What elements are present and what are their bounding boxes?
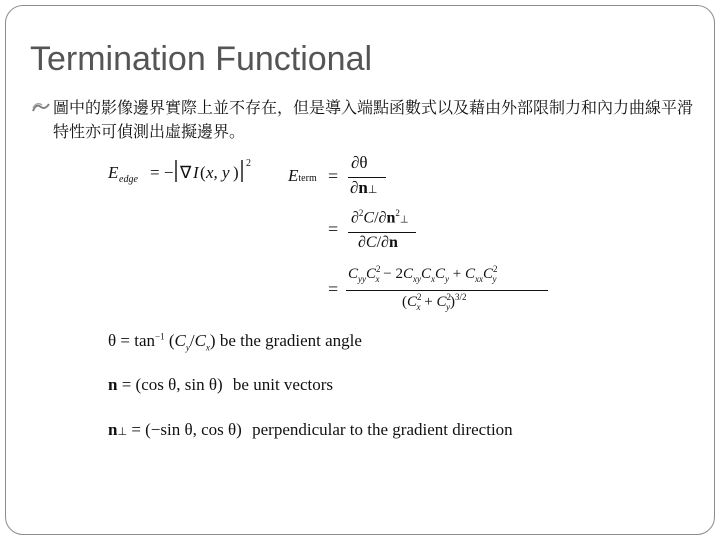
definition-n-perp-text: perpendicular to the gradient direction: [252, 420, 513, 439]
definition-n: [108, 375, 333, 395]
line3-numerator: $C_{yy}C^2_x - 2C_{xy}C_xC_y + C_{xx}C^2_y$: [348, 264, 498, 284]
definition-n-formula: n = (cos θ, sin θ): [108, 375, 223, 394]
equals-sign-2: =: [328, 219, 339, 239]
definition-theta-formula: $\theta = \tan^{-1} (C_y/C_x)$: [108, 331, 216, 353]
svg-text:E: E: [108, 163, 119, 182]
slide: [5, 5, 715, 535]
curled-bullet-icon: [32, 102, 50, 113]
fraction-bar-3: [346, 290, 548, 291]
equals-sign-3: =: [328, 279, 339, 299]
line2-numerator: $\partial^2C/\partial n^2\perp$: [351, 208, 409, 227]
definition-n-perp: [108, 420, 513, 440]
equals-sign-1: =: [328, 166, 339, 186]
line1-denominator: ∂n⊥: [350, 178, 378, 197]
term-energy-lhs: Eterm: [288, 166, 317, 185]
line1-numerator: ∂θ: [351, 153, 368, 172]
svg-text:I: I: [193, 163, 199, 182]
svg-text:x, y: x, y: [206, 163, 230, 182]
edge-energy-equation: [106, 154, 266, 186]
line2-denominator: ∂C/∂n: [358, 234, 398, 251]
fraction-bar-2: [348, 232, 416, 233]
svg-text:(: (: [200, 163, 206, 182]
svg-text:= −: = −: [150, 163, 174, 182]
svg-text:2: 2: [246, 158, 251, 169]
svg-text:): ): [233, 163, 239, 182]
line3-denominator: $(C^2_x + C^2_y)^{3/2}$: [402, 292, 467, 312]
definition-theta: [108, 331, 362, 352]
slide-title: Termination Functional: [30, 40, 373, 78]
definition-n-perp-formula: n⊥ = (−sin θ, cos θ): [108, 420, 242, 439]
definition-n-text: be unit vectors: [232, 375, 334, 394]
svg-text:∇: ∇: [180, 163, 192, 182]
definition-theta-text: be the gradient angle: [219, 331, 362, 350]
svg-text:edge: edge: [119, 174, 138, 185]
bullet-text: 圖中的影像邊界實際上並不存在，但是導入端點函數式以及藉由外部限制力和內力曲線平滑特性亦可偵測出虛擬邊界。: [53, 98, 694, 141]
